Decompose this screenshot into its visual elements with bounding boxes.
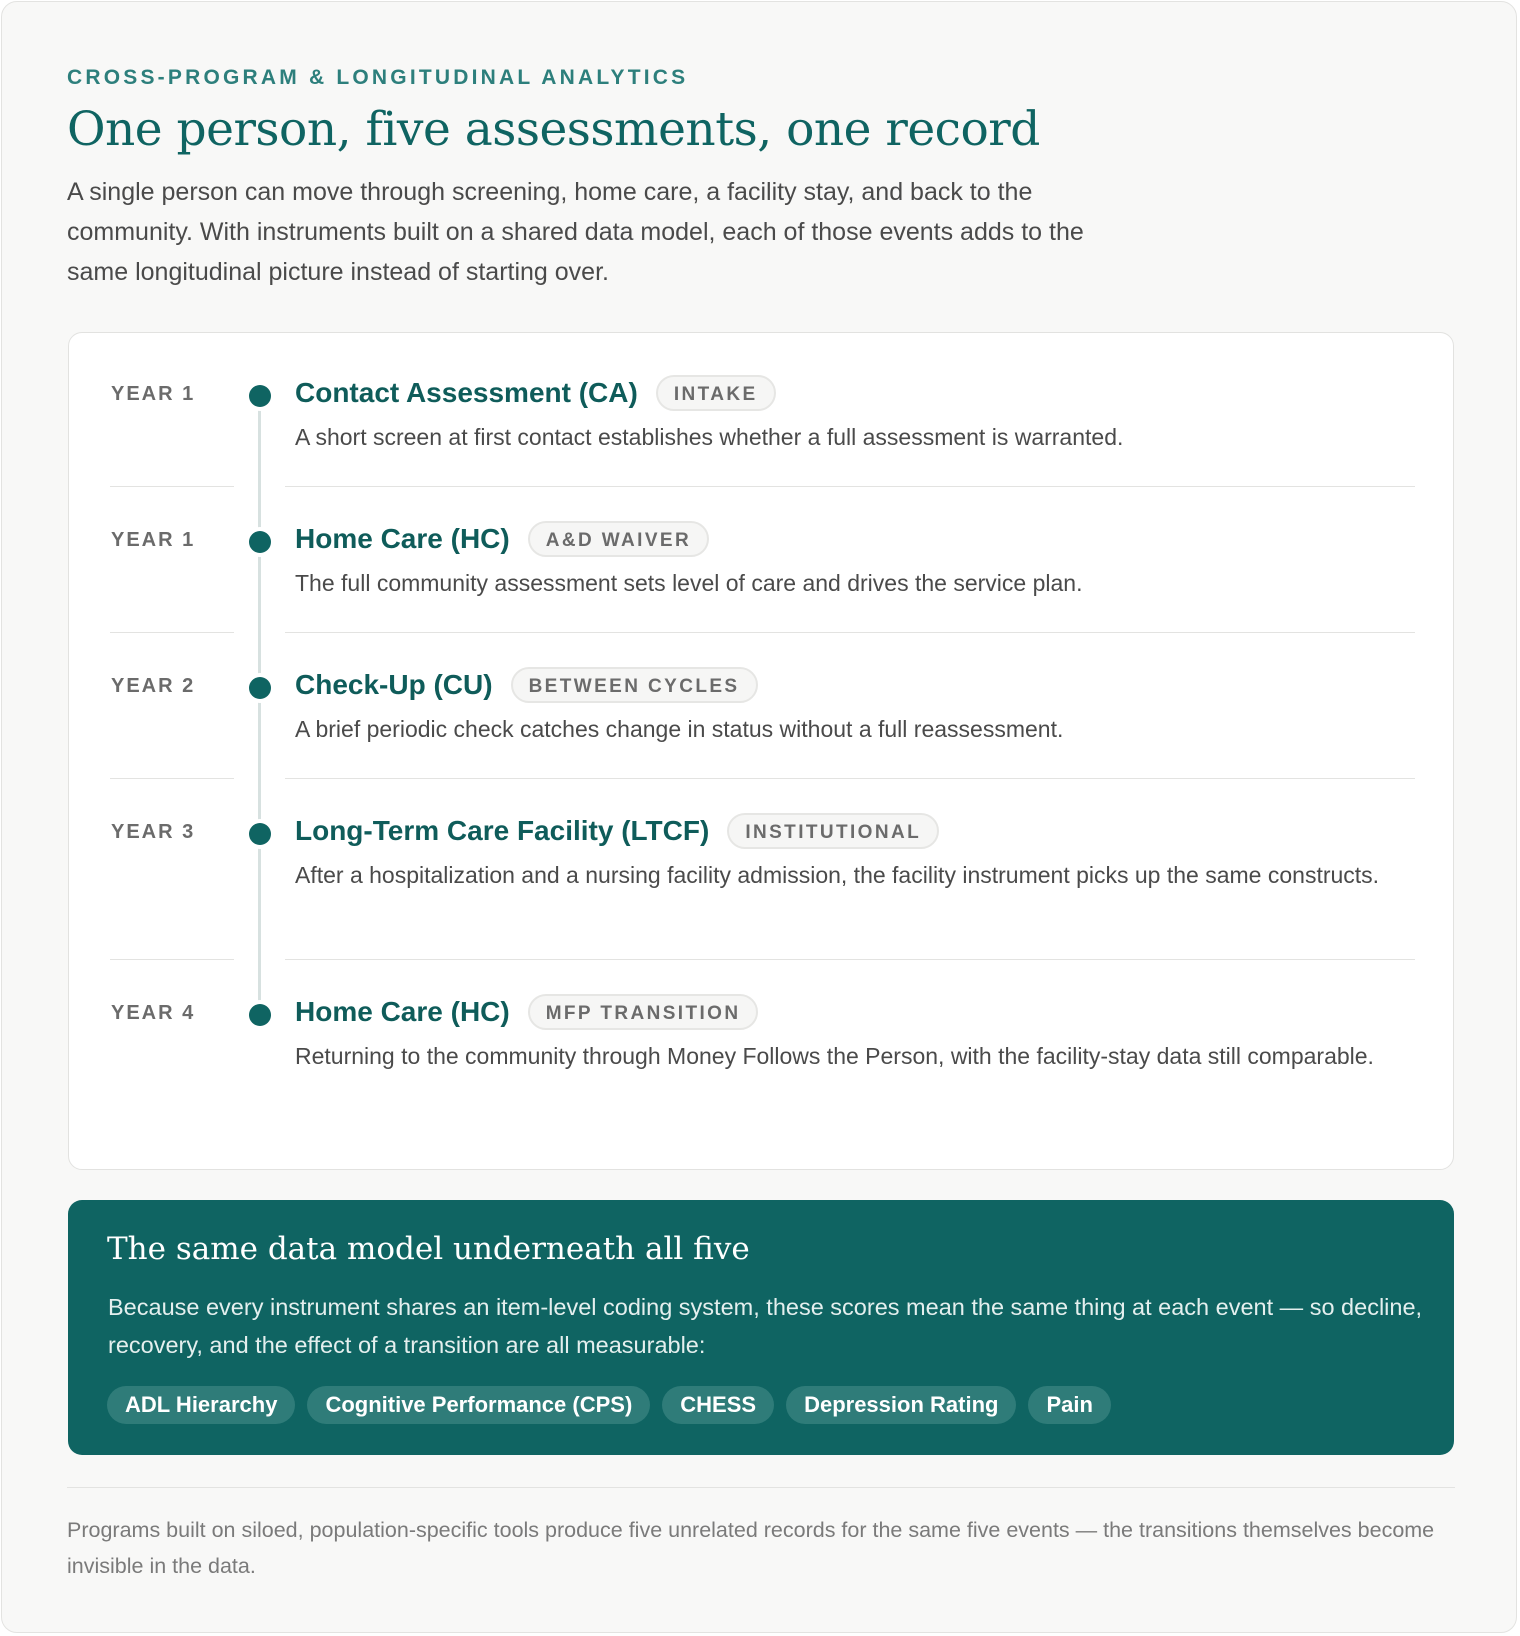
score-chip: CHESS [662, 1386, 774, 1424]
event-name: Home Care (HC) [295, 523, 510, 554]
row-divider [285, 959, 1415, 960]
event-year: YEAR 4 [111, 1002, 196, 1024]
timeline-dot-icon [249, 1004, 271, 1026]
event-heading [295, 813, 939, 849]
event-tag: BETWEEN CYCLES [511, 667, 758, 703]
row-divider [285, 632, 1415, 633]
event-name: Contact Assessment (CA) [295, 377, 638, 408]
callout-text: Because every instrument shares an item-level coding system, these scores mean the same thing at each event — so decline, recovery, and the effect of a transition are all measurable: [108, 1294, 1423, 1358]
event-heading [295, 994, 758, 1030]
event-tag: INTAKE [656, 375, 776, 411]
timeline-dot-icon [249, 677, 271, 699]
event-description: A short screen at first contact establishes whether a full assessment is warranted. [295, 424, 1124, 450]
event-description: Returning to the community through Money Follows the Person, with the facility-stay data still comparable. [295, 1043, 1374, 1069]
page-title: One person, five assessments, one record [67, 102, 1040, 157]
timeline-card [68, 332, 1454, 1170]
event-description: The full community assessment sets level of care and drives the service plan. [295, 570, 1083, 596]
timeline-dot-icon [249, 385, 271, 407]
analytics-page [1, 1, 1517, 1633]
section-eyebrow: CROSS-PROGRAM & LONGITUDINAL ANALYTICS [67, 66, 689, 89]
footer-divider [67, 1487, 1455, 1488]
score-chip: ADL Hierarchy [107, 1386, 295, 1424]
score-chip: Cognitive Performance (CPS) [307, 1386, 650, 1424]
score-chip: Pain [1028, 1386, 1110, 1424]
event-tag: A&D WAIVER [528, 521, 709, 557]
row-divider [110, 778, 234, 779]
event-year: YEAR 1 [111, 383, 196, 405]
row-divider [285, 486, 1415, 487]
row-divider [110, 486, 234, 487]
score-chip-list [107, 1386, 1111, 1424]
event-heading [295, 375, 776, 411]
row-divider [285, 778, 1415, 779]
event-heading [295, 521, 709, 557]
event-name: Long-Term Care Facility (LTCF) [295, 815, 710, 846]
event-description: A brief periodic check catches change in status without a full reassessment. [295, 716, 1064, 742]
event-year: YEAR 3 [111, 821, 196, 843]
callout-title: The same data model underneath all five [107, 1231, 750, 1267]
timeline-spine [258, 398, 261, 1018]
event-tag: MFP TRANSITION [528, 994, 759, 1030]
timeline-dot-icon [249, 823, 271, 845]
event-name: Check-Up (CU) [295, 669, 493, 700]
row-divider [110, 959, 234, 960]
data-model-callout [68, 1200, 1454, 1455]
event-description: After a hospitalization and a nursing facility admission, the facility instrument picks up the same constructs. [295, 862, 1380, 888]
footnote: Programs built on siloed, population-specific tools produce five unrelated records for the same five events — the transitions themselves become invisible in the data. [67, 1518, 1435, 1578]
event-year: YEAR 2 [111, 675, 196, 697]
score-chip: Depression Rating [786, 1386, 1016, 1424]
event-name: Home Care (HC) [295, 996, 510, 1027]
event-year: YEAR 1 [111, 529, 196, 551]
timeline-dot-icon [249, 531, 271, 553]
event-heading [295, 667, 758, 703]
event-tag: INSTITUTIONAL [727, 813, 939, 849]
row-divider [110, 632, 234, 633]
intro-paragraph: A single person can move through screening, home care, a facility stay, and back to the community. With instruments built on a shared data model, each of those events adds to the same longitudinal picture instead of starting over. [67, 178, 1084, 286]
